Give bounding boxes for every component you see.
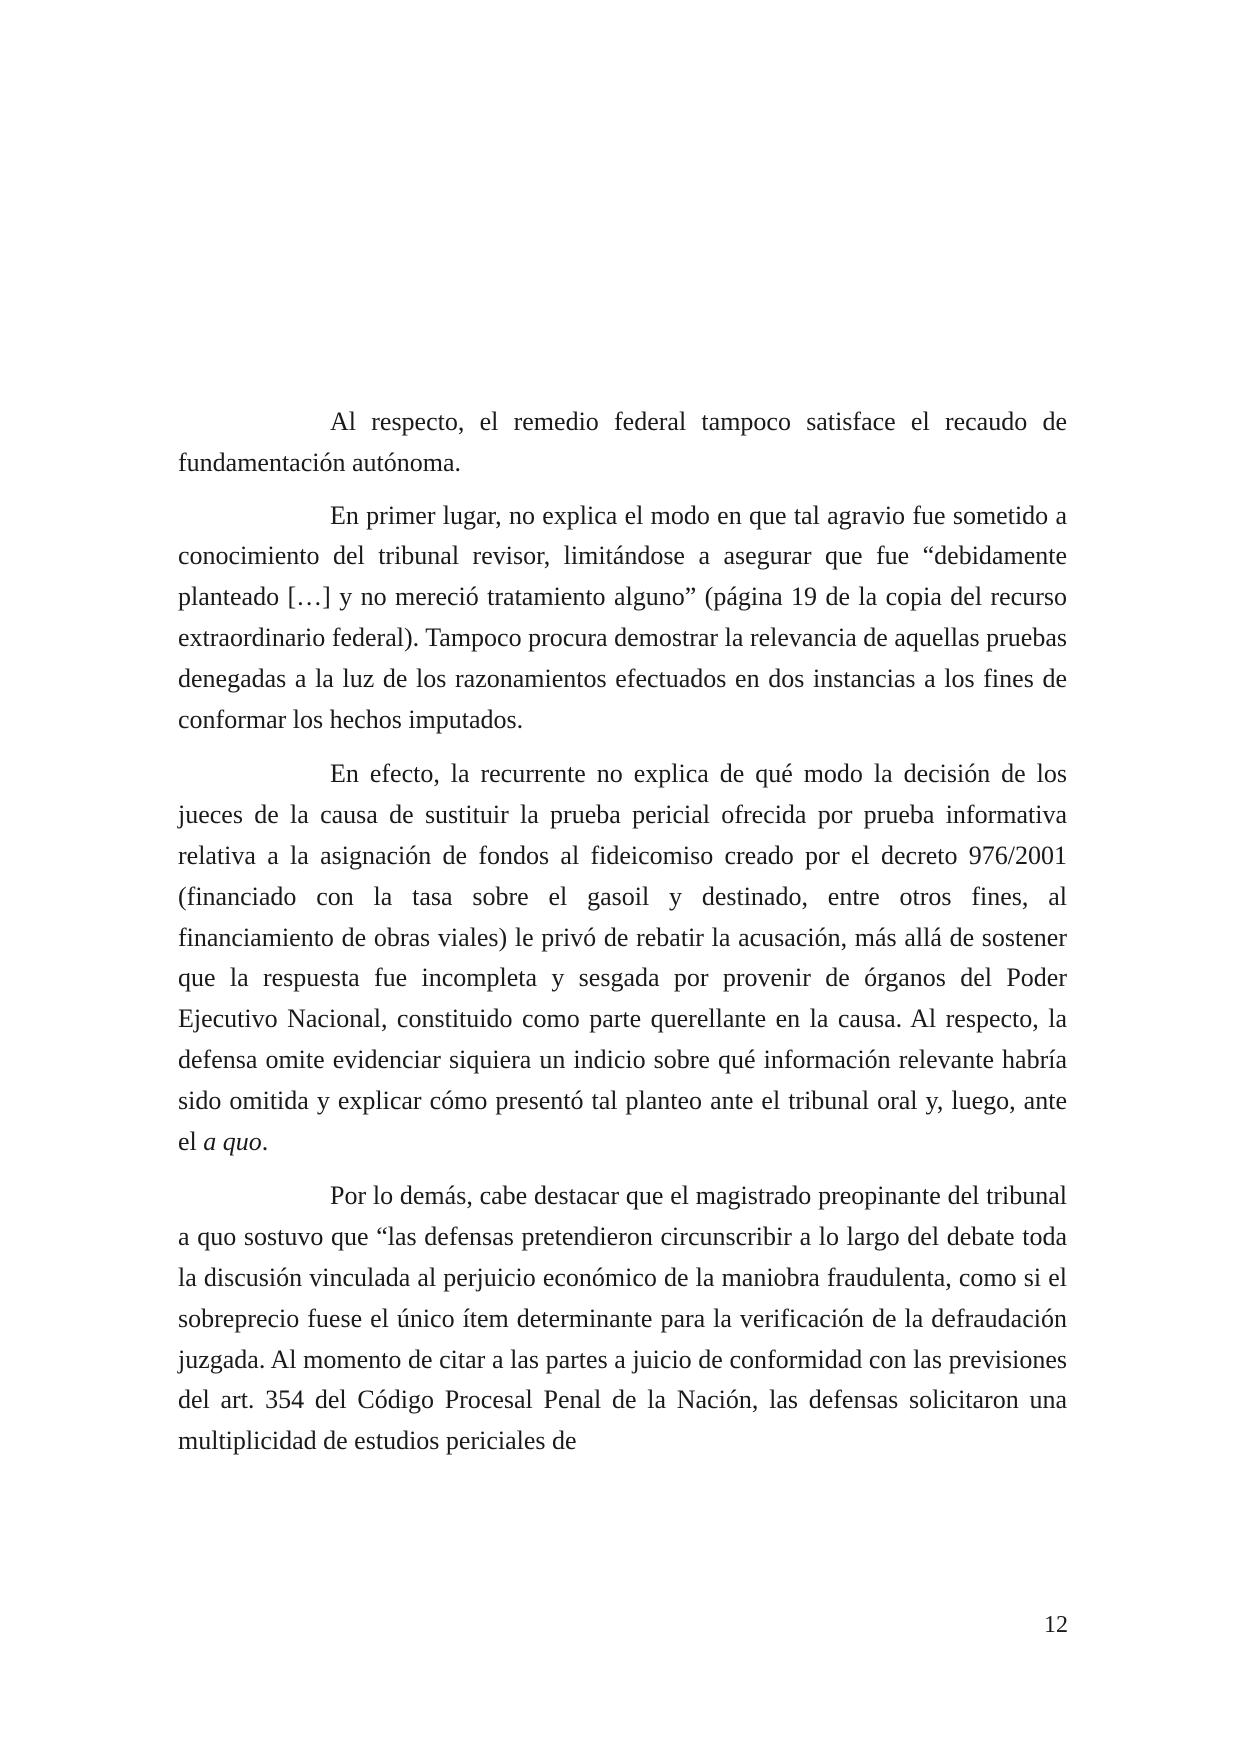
paragraph-2: En primer lugar, no explica el modo en que tal agravio fue sometido a conocimiento del tribunal revisor, limitándose a asegurar que fue “debidamente planteado […] y no mereció tratamiento alguno” (página 19 de la copia del recurso extraordinario federal). Tampoco procura demostrar la relevancia de aquellas pruebas denegadas a la luz de los razonamientos efectuados en dos instancias a los fines de conformar los hechos imputados. xyxy=(178,500,1067,734)
paragraph-3 xyxy=(178,754,1067,1162)
paragraph-4: Por lo demás, cabe destacar que el magistrado preopinante del tribunal a quo sostuvo que “las defensas pretendieron circunscribir a lo largo del debate toda la discusión vinculada al perjuicio económico de la maniobra fraudulenta, como si el sobreprecio fuese el único ítem determinante para la verificación de la defraudación juzgada. Al momento de citar a las partes a juicio de conformidad con las previsiones del art. 354 del Código Procesal Penal de la Nación, las defensas solicitaron una multiplicidad de estudios periciales de xyxy=(178,1181,1067,1456)
italic-term-a-quo: a quo xyxy=(203,1126,262,1156)
paragraph-1: Al respecto, el remedio federal tampoco satisface el recaudo de fundamentación autónoma. xyxy=(178,407,1067,477)
page-number: 12 xyxy=(1044,1612,1068,1638)
paragraph-3-text: En efecto, la recurrente no explica de qué modo la decisión de los jueces de la causa de sustituir la prueba pericial ofrecida por prueba informativa relativa a la asignación de fondos al fideicomiso creado por el decreto 976/2001 (financiado con la tasa sobre el gasoil y destinado, entre otros fines, al financiamiento de obras viales) le privó de rebatir la acusación, más allá de sostener que la respuesta fue incompleta y sesgada por provenir de órganos del Poder Ejecutivo Nacional, constituido como parte querellante en la causa. Al respecto, la defensa omite evidenciar siquiera un indicio sobre qué información relevante habría sido omitida y explicar cómo presentó tal planteo ante el tribunal oral y, luego, ante el xyxy=(178,759,1067,1156)
document-body xyxy=(178,402,1067,1476)
paragraph-3-end: . xyxy=(261,1126,269,1156)
